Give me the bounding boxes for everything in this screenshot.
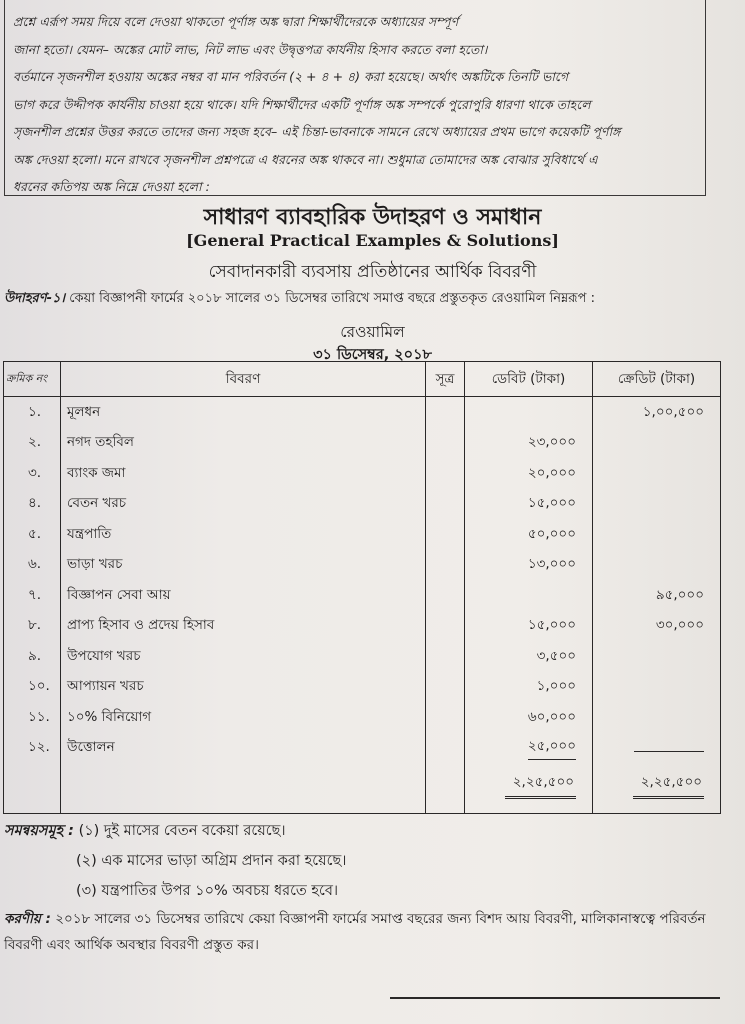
table-total-row <box>4 763 721 814</box>
row-ref <box>426 519 465 550</box>
row-name: প্রাপ্য হিসাব ও প্রদেয় হিসাব <box>61 611 426 642</box>
category-heading: সেবাদানকারী ব্যবসায় প্রতিষ্ঠানের আর্থিক বিবরণী <box>208 262 537 282</box>
trial-balance-table <box>3 361 721 814</box>
requirement-text: ২০১৮ সালের ৩১ ডিসেম্বর তারিখে কেয়া বিজ্ঞাপনী ফার্মের সমাপ্ত বছরের জন্য বিশদ আয় বিবরণী, মালিকানাস্বত্বে পরিবর্তন বিবরণী এবং আর্থিক অবস্থার বিবরণী প্রস্তুত কর। <box>4 911 706 953</box>
row-credit <box>593 489 721 520</box>
row-name: ভাড়া খরচ <box>61 550 426 581</box>
row-credit: ৯৫,০০০ <box>593 580 721 611</box>
total-credit-cell <box>593 763 721 814</box>
table-row <box>4 489 721 520</box>
row-debit: ১৫,০০০ <box>465 611 593 642</box>
last-credit-value <box>634 750 704 752</box>
adjustment-item: (২) এক মাসের ভাড়া অগ্রিম প্রদান করা হয়েছে। <box>76 853 347 869</box>
table-row <box>4 458 721 489</box>
row-credit <box>593 733 721 764</box>
section-heading: সাধারণ ব্যাবহারিক উদাহরণ ও সমাধান <box>203 205 542 230</box>
table-row <box>4 519 721 550</box>
table-row <box>4 428 721 459</box>
row-sl: ২. <box>4 428 61 459</box>
row-credit <box>593 519 721 550</box>
row-ref <box>426 672 465 703</box>
row-credit: ৩০,০০০ <box>593 611 721 642</box>
table-row <box>4 397 721 428</box>
adjustment-text: (১) দুই মাসের বেতন বকেয়া রয়েছে। <box>78 823 286 839</box>
table-row <box>4 580 721 611</box>
row-name: ১০% বিনিয়োগ <box>61 702 426 733</box>
intro-line: অঙ্ক দেওয়া হলো। মনে রাখবে সৃজনশীল প্রশ্নপত্রে এ ধরনের অঙ্ক থাকবে না। শুধুমাত্র তোমাদের অঙ্ক বোঝার সুবিধার্থে এ <box>13 151 598 167</box>
row-ref <box>426 397 465 428</box>
row-ref <box>426 580 465 611</box>
intro-line: সৃজনশীল প্রশ্নের উত্তর করতে তাদের জন্য সহজ হবে– এই চিন্তা-ভাবনাকে সামনে রেখে অধ্যায়ের প্রথম ভাগে কয়েকটি পূর্ণাঙ্গ <box>13 124 621 139</box>
row-debit: ২৩,০০০ <box>465 428 593 459</box>
table-row <box>4 550 721 581</box>
row-debit: ১৩,০০০ <box>465 550 593 581</box>
table-row <box>4 611 721 642</box>
example-tag: উদাহরণ-১। <box>4 291 66 306</box>
header-credit: ক্রেডিট (টাকা) <box>593 362 721 397</box>
header-debit: ডেবিট (টাকা) <box>465 362 593 397</box>
row-sl: ৮. <box>4 611 61 642</box>
adjustment-item: (৩) যন্ত্রপাতির উপর ১০% অবচয় ধরতে হবে। <box>76 883 339 899</box>
row-debit <box>465 580 593 611</box>
row-credit: ১,০০,৫০০ <box>593 397 721 428</box>
row-sl: ৫. <box>4 519 61 550</box>
row-debit <box>465 397 593 428</box>
row-ref <box>426 428 465 459</box>
row-credit <box>593 672 721 703</box>
requirement-label: করণীয় : <box>4 911 51 927</box>
row-debit: ১,০০০ <box>465 672 593 703</box>
trial-balance-date: ৩১ ডিসেম্বর, ২০১৮ <box>313 347 432 363</box>
row-sl: ৩. <box>4 458 61 489</box>
row-ref <box>426 641 465 672</box>
total-credit: ২,২৫,৫০০ <box>633 771 704 799</box>
row-name: মূলধন <box>61 397 426 428</box>
table-row <box>4 702 721 733</box>
row-credit <box>593 641 721 672</box>
row-ref <box>426 611 465 642</box>
table-row <box>4 733 721 764</box>
row-credit <box>593 428 721 459</box>
problem-statement <box>4 289 740 310</box>
table-header-row <box>4 362 721 397</box>
row-debit: ৬০,০০০ <box>465 702 593 733</box>
row-debit: ১৫,০০০ <box>465 489 593 520</box>
row-name: যন্ত্রপাতি <box>61 519 426 550</box>
table-row <box>4 641 721 672</box>
adjustments <box>4 816 740 906</box>
header-particulars: বিবরণ <box>61 362 426 397</box>
row-ref <box>426 702 465 733</box>
header-ref: সূত্র <box>426 362 465 397</box>
row-name: নগদ তহবিল <box>61 428 426 459</box>
header-sl: ক্রমিক নং <box>4 362 61 397</box>
row-sl: ৬. <box>4 550 61 581</box>
requirement <box>4 906 740 958</box>
row-sl: ৭. <box>4 580 61 611</box>
intro-line: ভাগ করে উদ্দীপক কার্যনীয় চাওয়া হয়ে থাকে। যদি শিক্ষার্থীদের একটি পূর্ণাঙ্গ অঙ্ক সম্পর্কে পুরোপুরি ধারণা থাকে তাহলে <box>13 96 591 112</box>
footer-rule <box>390 997 720 999</box>
adjustment-item <box>4 816 740 846</box>
row-name: উপযোগ খরচ <box>61 641 426 672</box>
row-sl: ১২. <box>4 733 61 764</box>
last-debit-value: ২৫,০০০ <box>528 735 576 760</box>
intro-note-box <box>4 0 706 196</box>
row-ref <box>426 550 465 581</box>
row-name: উত্তোলন <box>61 733 426 764</box>
total-debit-cell <box>465 763 593 814</box>
row-debit: ৫০,০০০ <box>465 519 593 550</box>
intro-line: প্রশ্নে এর্রূপ সময় দিয়ে বলে দেওয়া থাকতো পূর্ণাঙ্গ অঙ্ক দ্বারা শিক্ষার্থীদেরকে অধ্যায়ের সম্পূর্ণ <box>13 14 459 29</box>
row-credit <box>593 550 721 581</box>
row-debit: ৩,৫০০ <box>465 641 593 672</box>
adjustments-label: সমন্বয়সমূহ : <box>4 823 74 839</box>
row-name: ব্যাংক জমা <box>61 458 426 489</box>
row-credit <box>593 458 721 489</box>
row-ref <box>426 733 465 764</box>
total-ref <box>426 763 465 814</box>
section-heading-english: [General Practical Examples & Solutions] <box>186 231 559 250</box>
total-debit: ২,২৫,৫০০ <box>505 771 576 799</box>
row-name: বিজ্ঞাপন সেবা আয় <box>61 580 426 611</box>
row-name: আপ্যায়ন খরচ <box>61 672 426 703</box>
row-debit <box>465 733 593 764</box>
total-sl <box>4 763 61 814</box>
total-label <box>61 763 426 814</box>
row-sl: ১. <box>4 397 61 428</box>
table-row <box>4 672 721 703</box>
intro-line: জানা হতো। যেমন– অঙ্কের মোট লাভ, নিট লাভ এবং উদ্বৃত্তপত্র কার্যনীয় হিসাব করতে বলা হতো। <box>13 41 488 57</box>
intro-line: ধরনের কতিপয় অঙ্ক নিম্নে দেওয়া হলো : <box>13 179 210 194</box>
row-name: বেতন খরচ <box>61 489 426 520</box>
row-debit: ২০,০০০ <box>465 458 593 489</box>
row-sl: ৯. <box>4 641 61 672</box>
row-ref <box>426 489 465 520</box>
problem-text: কেয়া বিজ্ঞাপনী ফার্মের ২০১৮ সালের ৩১ ডিসেম্বর তারিখে সমাপ্ত বছরে প্রস্তুতকৃত রেওয়ামিল নিম্নরূপ : <box>65 291 595 306</box>
row-credit <box>593 702 721 733</box>
row-ref <box>426 458 465 489</box>
row-sl: ১০. <box>4 672 61 703</box>
trial-balance-title: রেওয়ামিল <box>340 323 405 341</box>
row-sl: ১১. <box>4 702 61 733</box>
row-sl: ৪. <box>4 489 61 520</box>
intro-line: বর্তমানে সৃজনশীল হওয়ায় অঙ্কের নম্বর বা মান পরিবর্তন (২ + ৪ + ৪) করা হয়েছে। অর্থাৎ অঙ্কটিকে তিনটি ভাগে <box>13 69 569 84</box>
